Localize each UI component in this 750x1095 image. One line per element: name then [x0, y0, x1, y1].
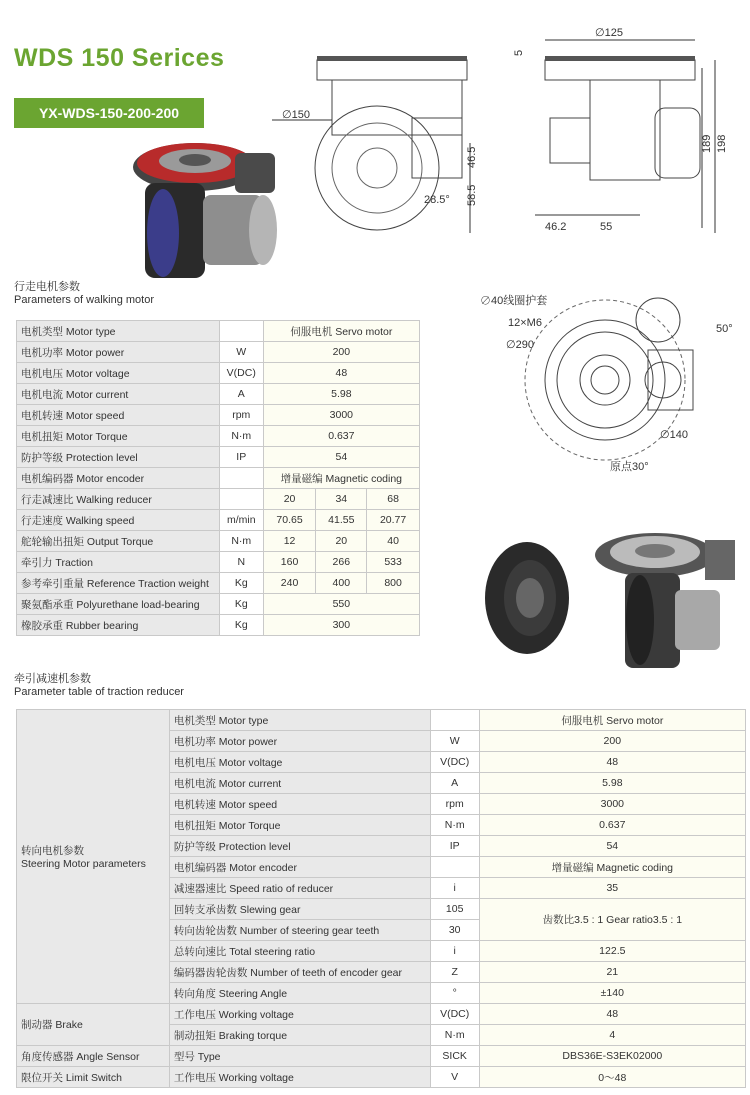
param-value: 70.65 [263, 510, 316, 531]
param-value: 300 [263, 615, 419, 636]
param-unit: m/min [219, 510, 263, 531]
param-unit: i [430, 878, 479, 899]
param-value: ±140 [479, 983, 745, 1004]
param-value: 5.98 [479, 773, 745, 794]
group-angle-sensor: 角度传感器 Angle Sensor [17, 1046, 170, 1067]
param-value: 54 [263, 447, 419, 468]
param-unit: A [219, 384, 263, 405]
param-name: 牵引力 Traction [17, 552, 220, 573]
param-name: 电机编码器 Motor encoder [169, 857, 430, 878]
param-value: 240 [263, 573, 316, 594]
top-view-drawing [478, 280, 750, 480]
param-unit: ° [430, 983, 479, 1004]
table-row [17, 342, 420, 363]
product-photo-top [115, 135, 285, 290]
param-value: DBS36E-S3EK02000 [479, 1046, 745, 1067]
param-unit: 30 [430, 920, 479, 941]
param-name: 电机电压 Motor voltage [17, 363, 220, 384]
param-value: 533 [367, 552, 420, 573]
walking-title-cn: 行走电机参数 [14, 281, 80, 293]
dim-58-5: 58.5 [466, 184, 478, 206]
dim-5: 5 [513, 49, 525, 56]
dim-d140: ∅140 [660, 429, 688, 441]
param-name: 防护等级 Protection level [17, 447, 220, 468]
param-name: 电机类型 Motor type [17, 321, 220, 342]
param-unit: V [430, 1067, 479, 1088]
dim-d290: ∅290 [506, 339, 534, 351]
assembly-photo [585, 525, 745, 675]
param-name: 减速器速比 Speed ratio of reducer [169, 878, 430, 899]
group-brake: 制动器 Brake [17, 1004, 170, 1046]
param-name: 电机功率 Motor power [169, 731, 430, 752]
param-unit: Kg [219, 573, 263, 594]
table-row [17, 573, 420, 594]
param-name: 型号 Type [169, 1046, 430, 1067]
param-unit: N·m [430, 1025, 479, 1046]
table-row [17, 384, 420, 405]
gear-ratio-value: 齿数比3.5 : 1 Gear ratio3.5 : 1 [479, 899, 745, 941]
param-unit: Kg [219, 594, 263, 615]
dim-55: 55 [600, 221, 613, 233]
traction-reducer-table [16, 709, 746, 1088]
param-value: 34 [316, 489, 367, 510]
param-value: 0.637 [479, 815, 745, 836]
param-value: 伺服电机 Servo motor [263, 321, 419, 342]
param-value: 400 [316, 573, 367, 594]
param-value: 550 [263, 594, 419, 615]
dim-d40: ∅40线圈护套 [480, 295, 548, 307]
param-value: 21 [479, 962, 745, 983]
param-name: 电机编码器 Motor encoder [17, 468, 220, 489]
param-unit: N·m [219, 531, 263, 552]
group-steering-motor: 转向电机参数 Steering Motor parameters [17, 710, 170, 1004]
param-value: 800 [367, 573, 420, 594]
param-name: 防护等级 Protection level [169, 836, 430, 857]
param-name: 工作电压 Working voltage [169, 1004, 430, 1025]
param-value: 68 [367, 489, 420, 510]
dim-12-m6: 12×M6 [508, 317, 542, 329]
param-value: 增量磁编 Magnetic coding [479, 857, 745, 878]
traction-title-en: Parameter table of traction reducer [14, 686, 184, 698]
param-name: 电机功率 Motor power [17, 342, 220, 363]
table-row [17, 321, 420, 342]
param-value: 20 [316, 531, 367, 552]
walking-title-en: Parameters of walking motor [14, 294, 154, 306]
dim-d125: ∅125 [595, 27, 623, 39]
param-unit: IP [430, 836, 479, 857]
dim-46-5: 46.5 [466, 146, 478, 168]
param-unit: IP [219, 447, 263, 468]
dim-origin: 原点30° [610, 461, 649, 473]
param-value: 0.637 [263, 426, 419, 447]
param-unit: N·m [219, 426, 263, 447]
group-limit-switch: 限位开关 Limit Switch [17, 1067, 170, 1088]
dim-189: 189 [701, 134, 713, 153]
param-value: 122.5 [479, 941, 745, 962]
front-view-drawing [510, 18, 750, 238]
dim-28-5: 28.5° [424, 194, 450, 206]
table-row [17, 1067, 746, 1088]
param-unit: W [430, 731, 479, 752]
param-unit [430, 857, 479, 878]
param-value: 200 [263, 342, 419, 363]
param-name: 电机转速 Motor speed [17, 405, 220, 426]
param-name: 转向齿轮齿数 Number of steering gear teeth [169, 920, 430, 941]
param-name: 行走减速比 Walking reducer [17, 489, 220, 510]
param-name: 制动扭矩 Braking torque [169, 1025, 430, 1046]
param-name: 舵轮输出扭矩 Output Torque [17, 531, 220, 552]
param-value: 54 [479, 836, 745, 857]
table-row [17, 594, 420, 615]
param-value: 5.98 [263, 384, 419, 405]
param-value: 20 [263, 489, 316, 510]
table-row [17, 531, 420, 552]
param-unit [430, 710, 479, 731]
param-unit: Kg [219, 615, 263, 636]
param-name: 电机类型 Motor type [169, 710, 430, 731]
dim-50-deg: 50° [716, 323, 733, 335]
param-value: 40 [367, 531, 420, 552]
table-row [17, 426, 420, 447]
walking-motor-table [16, 320, 420, 636]
param-unit: N [219, 552, 263, 573]
dim-d150: ∅150 [282, 109, 310, 121]
param-value: 48 [263, 363, 419, 384]
param-name: 电机转速 Motor speed [169, 794, 430, 815]
param-name: 电机电压 Motor voltage [169, 752, 430, 773]
param-unit: V(DC) [219, 363, 263, 384]
dim-198: 198 [716, 134, 728, 153]
param-unit: SICK [430, 1046, 479, 1067]
param-unit [219, 321, 263, 342]
param-name: 总转向速比 Total steering ratio [169, 941, 430, 962]
traction-title-cn: 牵引减速机参数 [14, 673, 91, 685]
param-value: 3000 [479, 794, 745, 815]
param-name: 聚氨酯承重 Polyurethane load-bearing [17, 594, 220, 615]
param-unit: rpm [430, 794, 479, 815]
param-value: 0～48 [479, 1067, 745, 1088]
param-name: 工作电压 Working voltage [169, 1067, 430, 1088]
table-row [17, 552, 420, 573]
model-badge: YX-WDS-150-200-200 [14, 98, 204, 128]
param-value: 48 [479, 752, 745, 773]
param-name: 编码器齿轮齿数 Number of teeth of encoder gear [169, 962, 430, 983]
table-row [17, 405, 420, 426]
table-row [17, 1046, 746, 1067]
param-value: 35 [479, 878, 745, 899]
param-value: 48 [479, 1004, 745, 1025]
param-value: 伺服电机 Servo motor [479, 710, 745, 731]
param-name: 行走速度 Walking speed [17, 510, 220, 531]
table-row [17, 510, 420, 531]
param-unit: A [430, 773, 479, 794]
param-value: 增量磁编 Magnetic coding [263, 468, 419, 489]
param-unit: V(DC) [430, 1004, 479, 1025]
table-row [17, 489, 420, 510]
table-row [17, 447, 420, 468]
param-unit: Z [430, 962, 479, 983]
param-unit: N·m [430, 815, 479, 836]
param-unit: i [430, 941, 479, 962]
table-row [17, 468, 420, 489]
param-unit [219, 468, 263, 489]
param-value: 12 [263, 531, 316, 552]
table-row [17, 1004, 746, 1025]
param-unit: rpm [219, 405, 263, 426]
side-view-drawing [272, 38, 487, 238]
param-unit: W [219, 342, 263, 363]
param-name: 电机扭矩 Motor Torque [169, 815, 430, 836]
dim-46-2: 46.2 [545, 221, 567, 233]
param-unit: 105 [430, 899, 479, 920]
param-name: 转向角度 Steering Angle [169, 983, 430, 1004]
table-row [17, 710, 746, 731]
param-value: 200 [479, 731, 745, 752]
series-title: WDS 150 Serices [14, 44, 225, 72]
param-value: 20.77 [367, 510, 420, 531]
param-name: 电机电流 Motor current [17, 384, 220, 405]
param-name: 橡胶承重 Rubber bearing [17, 615, 220, 636]
param-value: 4 [479, 1025, 745, 1046]
param-value: 266 [316, 552, 367, 573]
param-value: 41.55 [316, 510, 367, 531]
param-name: 电机扭矩 Motor Torque [17, 426, 220, 447]
table-row [17, 363, 420, 384]
param-value: 3000 [263, 405, 419, 426]
param-unit [219, 489, 263, 510]
param-name: 回转支承齿数 Slewing gear [169, 899, 430, 920]
param-value: 160 [263, 552, 316, 573]
param-unit: V(DC) [430, 752, 479, 773]
param-name: 参考牵引重量 Reference Traction weight [17, 573, 220, 594]
tire-photo [472, 538, 577, 658]
table-row [17, 615, 420, 636]
param-name: 电机电流 Motor current [169, 773, 430, 794]
